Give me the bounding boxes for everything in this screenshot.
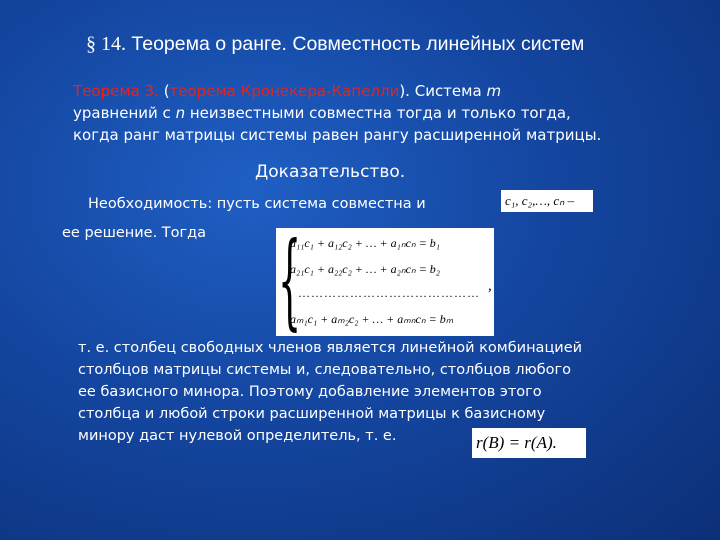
equation-row-m: aₘ₁c₁ + aₘ₂c₂ + … + aₘₙcₙ = bₘ [290,312,454,326]
paragraph-line-2: столбцов матрицы системы и, следовательно, столбцов любого [78,362,572,378]
equation-system-formula [276,219,494,341]
section-number: § 14. [86,33,126,55]
proof-title: Доказательство. [255,162,406,182]
title-text: Теорема о ранге. Совместность линейных систем [131,33,585,55]
theorem-text-2a: уравнений с [73,104,176,122]
paragraph-line-5: минору даст нулевой определитель, т. е. [78,428,397,444]
open-paren: ( [163,82,170,100]
solution-text: ее решение. Тогда [62,225,207,241]
paragraph-line-3: ее базисного минора. Поэтому добавление элементов этого [78,384,542,400]
formula-comma: , [488,278,492,294]
necessity-text: Необходимость: пусть система совместна и [88,196,426,212]
theorem-statement [73,80,713,146]
left-brace: { [278,219,302,341]
theorem-text-3: когда ранг матрицы системы равен рангу расширенной матрицы. [73,126,602,144]
theorem-text-2b: неизвестными совместна тогда и только тогда, [185,104,571,122]
equation-row-1: a₁₁c₁ + a₁₂c₂ + … + a₁ₙcₙ = b₁ [290,236,440,250]
conclusion-paragraph [78,337,713,447]
rank-equality-formula: r(B) = r(A). [472,428,586,458]
var-m: m [486,82,502,100]
paragraph-line-1: т. е. столбец свободных членов является линейной комбинацией [78,340,583,356]
theorem-label: Теорема 3. [73,82,159,100]
equation-dots: …………………………………… [298,286,480,300]
var-n: n [175,104,186,122]
solution-sequence-formula: c₁, c₂,…, cₙ – [501,190,593,212]
slide-title [86,33,584,56]
theorem-text-1: ). Система [399,82,487,100]
paragraph-line-4: столбца и любой строки расширенной матрицы к базисному [78,406,546,422]
equation-row-2: a₂₁c₁ + a₂₂c₂ + … + a₂ₙcₙ = b₂ [290,262,440,276]
theorem-name: теорема Кронекера-Капелли [169,82,400,100]
